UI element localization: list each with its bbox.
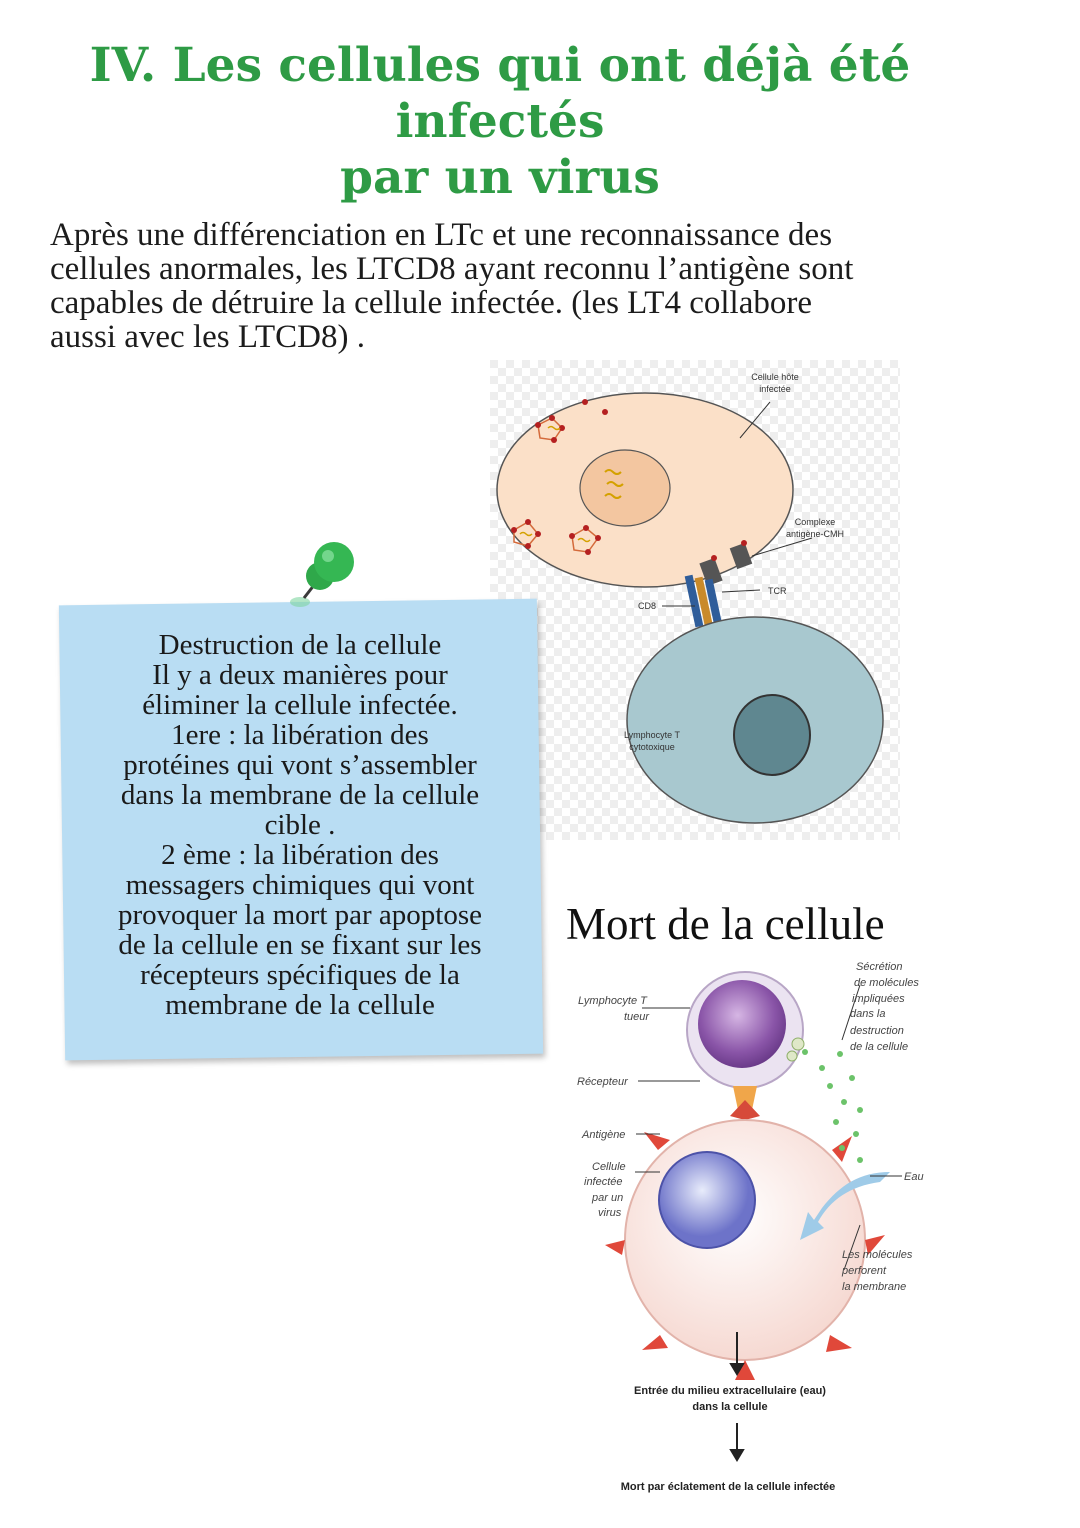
label-perforate: la membrane <box>842 1281 907 1293</box>
label-complex: Complexe <box>794 517 836 527</box>
title-line-2: par un virus <box>340 150 660 205</box>
intro-paragraph <box>50 218 1010 354</box>
label-lymphocyte: Lymphocyte T <box>623 730 681 740</box>
page-title <box>0 38 1000 206</box>
label-secretion: impliquées <box>852 993 905 1005</box>
note-line: 1ere : la libération des <box>171 719 429 751</box>
t-cell-nucleus <box>734 695 810 775</box>
label-secretion: destruction <box>850 1025 904 1037</box>
label-water: Eau <box>904 1171 924 1183</box>
label-lymphocyte: cytotoxique <box>629 742 675 752</box>
host-nucleus <box>580 450 670 526</box>
note-line: éliminer la cellule infectée. <box>142 689 458 721</box>
note-line: protéines qui vont s’assembler <box>123 749 477 781</box>
label-secretion: de la cellule <box>850 1041 909 1053</box>
label-cd8: CD8 <box>638 601 657 611</box>
label-complex: antigène-CMH <box>785 529 845 539</box>
note-line: de la cellule en se fixant sur les <box>118 929 482 961</box>
note-line: 2 ème : la libération des <box>161 839 439 871</box>
label-host-cell: Cellule hôte <box>751 372 799 382</box>
note-text <box>80 630 520 1020</box>
note-line: Il y a deux manières pour <box>152 659 448 691</box>
label-host-cell: infectée <box>759 384 791 394</box>
label-receptor: Récepteur <box>577 1076 628 1088</box>
note-line: dans la membrane de la cellule <box>120 779 480 811</box>
cell-death-diagram <box>560 950 940 1510</box>
label-secretion: Sécrétion <box>856 961 903 973</box>
recognition-diagram <box>490 360 900 840</box>
note-line: récepteurs spécifiques de la <box>140 959 460 991</box>
note-line: messagers chimiques qui vont <box>125 869 475 901</box>
intro-line: Après une différenciation en LTc et une reconnaissance des <box>50 217 833 253</box>
killer-nucleus <box>698 980 786 1068</box>
step-water-entry: Entrée du milieu extracellulaire (eau) <box>634 1385 826 1397</box>
label-secretion: de molécules <box>854 977 919 989</box>
pushpin-icon <box>268 540 368 620</box>
label-infected: infectée <box>584 1176 623 1188</box>
intro-line: cellules anormales, les LTCD8 ayant reconnu l’antigène sont <box>50 251 854 287</box>
infected-cell <box>625 1120 865 1360</box>
label-tcr: TCR <box>768 586 787 596</box>
note-line: membrane de la cellule <box>165 989 435 1021</box>
intro-line: capables de détruire la cellule infectée. (les LT4 collabore <box>50 285 812 321</box>
title-line-1: IV. Les cellules qui ont déjà été infectés <box>89 38 911 149</box>
label-perforate: Les molécules <box>842 1249 913 1261</box>
step-water-entry: dans la cellule <box>692 1401 768 1413</box>
label-perforate: perforent <box>842 1265 887 1277</box>
figure2-title: Mort de la cellule <box>566 899 885 949</box>
note-line: cible . <box>264 809 336 841</box>
note-line: provoquer la mort par apoptose <box>117 899 482 931</box>
intro-line: aussi avec les LTCD8) . <box>50 319 365 355</box>
label-killer: tueur <box>624 1011 650 1023</box>
label-infected: Cellule <box>592 1161 626 1173</box>
label-secretion: dans la <box>850 1008 886 1020</box>
label-infected: virus <box>598 1207 622 1219</box>
note-line: Destruction de la cellule <box>158 629 442 661</box>
label-antigen: Antigène <box>582 1129 626 1141</box>
label-infected: par un <box>592 1192 624 1204</box>
label-killer: Lymphocyte T <box>578 995 647 1007</box>
infected-nucleus <box>659 1152 755 1248</box>
step-death: Mort par éclatement de la cellule infectée <box>620 1481 836 1493</box>
